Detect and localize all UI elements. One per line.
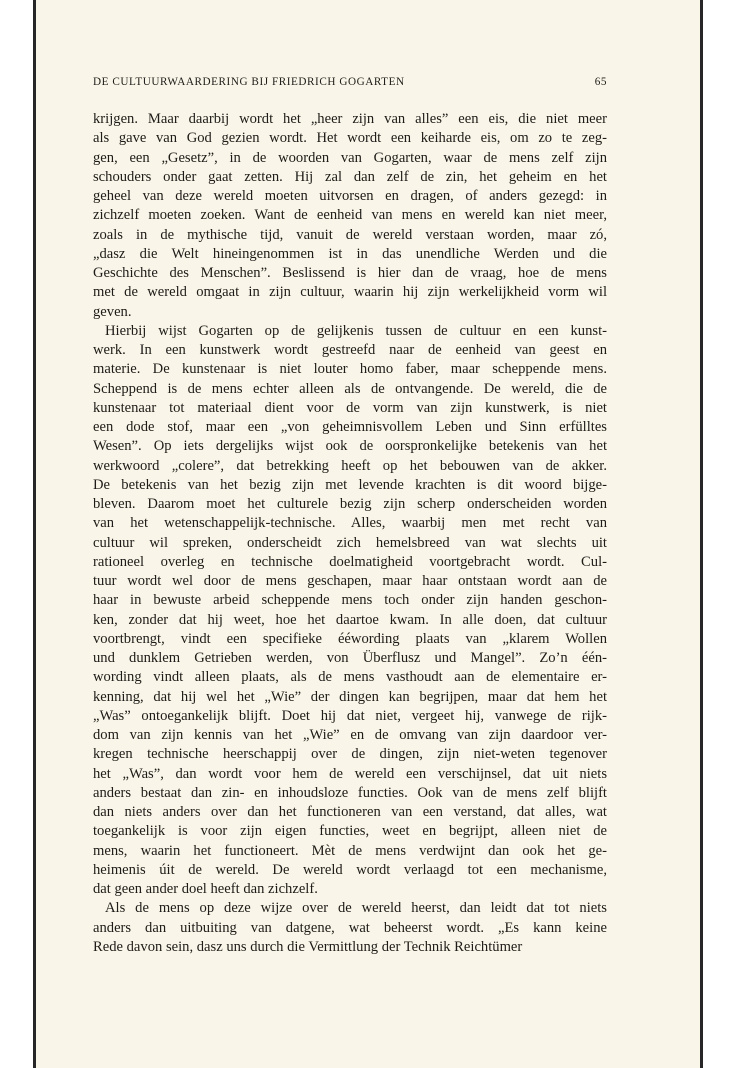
running-title: DE CULTUURWAARDERING BIJ FRIEDRICH GOGARTEN xyxy=(93,76,405,88)
text-line: schouders onder gaat zetten. Hij zal dan zelf de zin, het geheim en het xyxy=(93,168,607,185)
text-line: De betekenis van het bezig zijn met levende krachten is dit woord bijge- xyxy=(93,476,607,493)
text-line: zoals in de mythische tijd, vanuit de wereld verstaan worden, maar zó, xyxy=(93,226,607,243)
text-line: mens, waarin het functioneert. Mèt de mens verdwijnt dan ook het ge- xyxy=(93,842,607,859)
text-line: Geschichte des Menschen”. Beslissend is hier dan de vraag, hoe de mens xyxy=(93,265,607,281)
text-line: geheel van deze wereld moeten uitvorsen en dragen, of anders gezegd: in xyxy=(93,188,607,204)
body-text xyxy=(93,110,607,957)
text-line: und dunklem Getrieben werden, von Überflusz und Mangel”. Zo’n één- xyxy=(93,650,607,666)
text-line: Scheppend is de mens echter alleen als de ontvangende. De wereld, die de xyxy=(93,380,607,397)
text-line: dan niets anders over dan het functioneren van een verstand, dat alles, wat xyxy=(93,804,607,820)
text-line: als gave van God gezien wordt. Het wordt een keiharde eis, om zo te zeg- xyxy=(93,130,607,147)
text-line: geven. xyxy=(93,303,132,320)
text-line: met de wereld omgaat in zijn cultuur, waarin hij zijn werkelijkheid vorm wil xyxy=(93,284,607,301)
text-line: werk. In een kunstwerk wordt gestreefd naar de eenheid van geest en xyxy=(93,342,607,358)
text-line: werkwoord „colere”, dat betrekking heeft op het bebouwen van de akker. xyxy=(93,457,607,474)
text-line: dom van zijn kennis van het „Wie” en de omvang van zijn daardoor ver- xyxy=(93,727,607,743)
paragraph xyxy=(93,899,607,957)
text-line: gen, een „Gesetz”, in de woorden van Gogarten, waar de mens zelf zijn xyxy=(93,149,607,166)
text-line: het „Was”, dan wordt voor hem de wereld een verschijnsel, dat uit niets xyxy=(93,765,607,782)
running-header xyxy=(93,76,607,94)
text-line: materie. De kunstenaar is niet louter homo faber, maar scheppende mens. xyxy=(93,361,607,378)
text-line: bleven. Daarom moet het culturele bezig zijn scherp onderscheiden worden xyxy=(93,496,607,512)
text-line: zichzelf moeten zoeken. Want de eenheid van mens en wereld kan niet meer, xyxy=(93,207,607,224)
text-line: cultuur wil spreken, onderscheidt zich hemelsbreed van wat slechts uit xyxy=(93,534,607,551)
text-line: anders bestaat dan zin- en inhoudsloze functies. Ook van de mens zelf blijft xyxy=(93,784,607,801)
text-line: heimenis úit de wereld. De wereld wordt verlaagd tot een mechanisme, xyxy=(93,861,607,878)
text-line: kregen technische heerschappij over de dingen, zijn niet-weten tegenover xyxy=(93,746,607,763)
text-line: wording vindt alleen plaats, als de mens vasthoudt aan de elementaire er- xyxy=(93,669,607,686)
text-line: kenning, dat hij wel het „Wie” der dingen kan begrijpen, maar dat hem het xyxy=(93,688,607,705)
page-number: 65 xyxy=(594,76,607,88)
text-line: Hierbij wijst Gogarten op de gelijkenis tussen de cultuur en een kunst- xyxy=(105,322,607,339)
text-line: tuur wordt wel door de mens geschapen, maar haar ontstaan wordt aan de xyxy=(93,573,607,589)
text-line: „Was” ontoegankelijk blijft. Doet hij dat niet, vergeet hij, vanwege de rijk- xyxy=(93,707,607,724)
text-line: dat geen ander doel heeft dan zichzelf. xyxy=(93,881,318,897)
scan-border-right xyxy=(700,0,738,1068)
text-line: „dasz die Welt hineingenommen ist in das unendliche Werden und die xyxy=(93,245,607,262)
paragraph xyxy=(93,110,607,322)
scan-border-left xyxy=(0,0,36,1068)
text-line: van het wetenschappelijk-technische. Alles, waarbij men met recht van xyxy=(93,515,607,532)
text-line: een dode stof, maar een „von geheimnisvollem Leben und Sinn erfülltes xyxy=(93,419,607,435)
text-line: Als de mens op deze wijze over de wereld heerst, dan leidt dat tot niets xyxy=(105,900,607,917)
text-line: rationeel overleg en technische doelmatigheid voortgebracht wordt. Cul- xyxy=(93,553,607,570)
text-line: anders dan uitbuiting van datgene, wat beheerst wordt. „Es kann keine xyxy=(93,919,607,936)
text-line: ken, zonder dat hij weet, hoe het daartoe kwam. In alle doen, dat cultuur xyxy=(93,611,607,628)
text-line: haar in bewuste arbeid scheppende mens toch onder zijn handen geschon- xyxy=(93,592,607,609)
text-line: krijgen. Maar daarbij wordt het „heer zijn van alles” een eis, die niet meer xyxy=(93,111,607,127)
text-line: kunstenaar tot materiaal dient voor de vorm van zijn kunstwerk, is niet xyxy=(93,399,607,416)
paragraph xyxy=(93,322,607,900)
text-line: voortbrengt, vindt een specifieke ééwording plaats van „klarem Wollen xyxy=(93,630,607,647)
text-line: Rede davon sein, dasz uns durch die Vermittlung der Technik Reichtümer xyxy=(93,938,523,955)
text-line: toegankelijk is voor zijn eigen functies, weet en begrijpt, alleen niet de xyxy=(93,823,607,840)
text-line: Wesen”. Op iets dergelijks wijst ook de oorspronkelijke betekenis van het xyxy=(93,438,607,455)
